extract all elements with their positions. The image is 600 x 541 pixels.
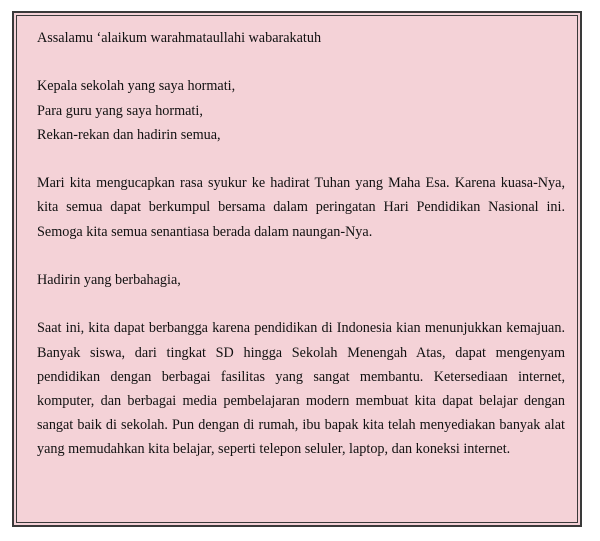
blank-line bbox=[37, 147, 565, 171]
blank-line bbox=[37, 244, 565, 268]
blank-line bbox=[37, 50, 565, 74]
address-line-principal: Kepala sekolah yang saya hormati, bbox=[37, 78, 236, 95]
paragraph-gratitude: Mari kita mengucapkan rasa syukur ke hadirat Tuhan yang Maha Esa. Karena kuasa-Nya, kita semua dapat berkumpul bersama dalam peringatan Hari Pendidikan Nasional ini. Semoga kita semua senantiasa berada dalam naungan-Nya. bbox=[37, 175, 565, 240]
speech-text-box bbox=[12, 11, 582, 527]
blank-line bbox=[37, 292, 565, 316]
address-line-audience: Rekan-rekan dan hadirin semua, bbox=[37, 126, 221, 143]
greeting: Assalamu ‘alaikum warahmataullahi wabarakatuh bbox=[37, 30, 322, 46]
salutation: Hadirin yang berbahagia, bbox=[37, 271, 181, 288]
speech-text-box-inner-border bbox=[16, 15, 578, 523]
paragraph-education-progress: Saat ini, kita dapat berbangga karena pendidikan di Indonesia kian menunjukkan kemajuan. Banyak siswa, dari tingkat SD hingga Sekolah Menengah Atas, dapat mengenyam pendidikan dengan berbagai fasilitas yang sangat membantu. Ketersediaan internet, komputer, dan berbagai media pembelajaran modern membuat kita dapat belajar dengan sangat baik di sekolah. Pun dengan di rumah, ibu bapak kita telah menyediakan banyak alat yang memudahkan kita belajar, seperti telepon seluler, laptop, dan koneksi internet. bbox=[37, 320, 565, 458]
address-line-teachers: Para guru yang saya hormati, bbox=[37, 102, 203, 119]
speech-body bbox=[37, 26, 565, 462]
